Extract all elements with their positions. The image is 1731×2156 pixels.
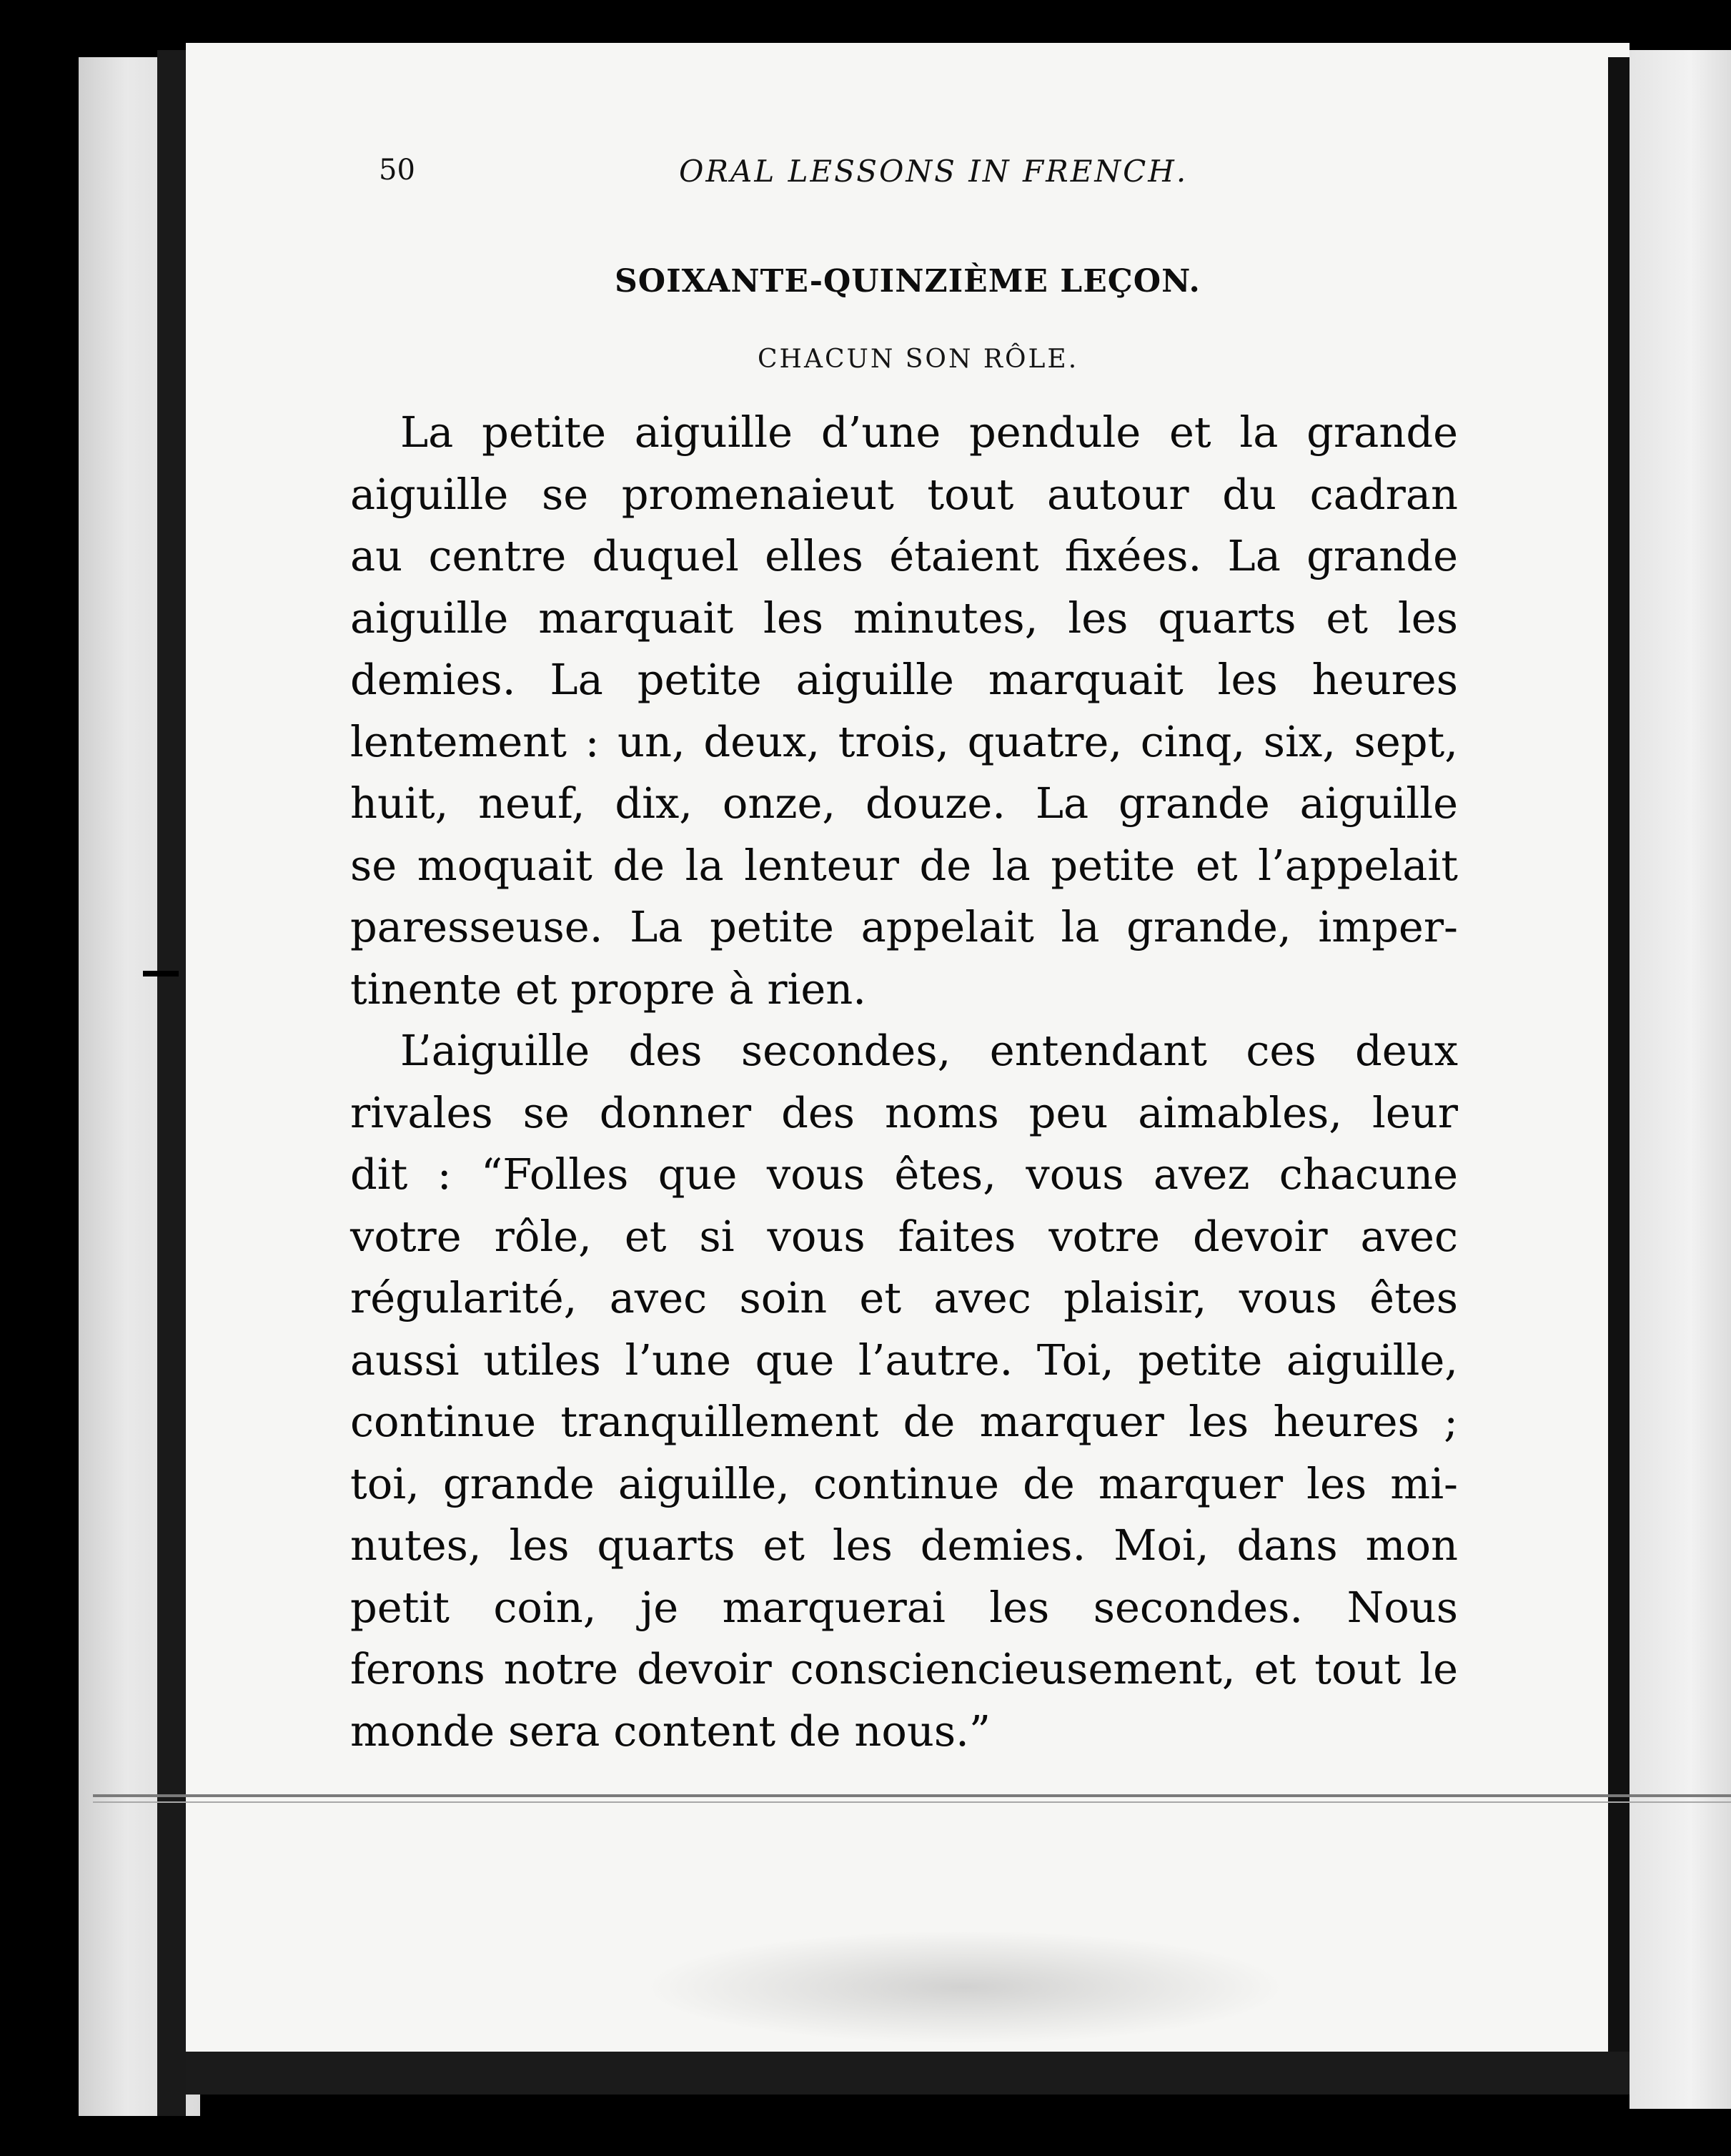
text-line: se moquait de la lenteur de la petite et l’appelait <box>350 840 1458 890</box>
page-fold-line <box>93 1794 1731 1797</box>
paragraph-2 <box>350 1020 1458 1762</box>
text-line: ferons notre devoir consciencieusement, et tout le <box>350 1644 1458 1693</box>
margin-mark <box>143 971 179 976</box>
lesson-title: SOIXANTE-QUINZIÈME LEÇON. <box>615 263 1201 300</box>
paragraph-1 <box>350 402 1458 1020</box>
text-line: dit : “Folles que vous êtes, vous avez chacune <box>350 1149 1458 1199</box>
text-line: La petite aiguille d’une pendule et la grande <box>400 407 1458 457</box>
text-line: tinente et propre à rien. <box>350 964 867 1014</box>
lesson-subtitle: CHACUN SON RÔLE. <box>758 345 1079 374</box>
text-line: monde sera content de nous.” <box>350 1706 991 1756</box>
text-line: aussi utiles l’une que l’autre. Toi, petite aiguille, <box>350 1335 1458 1385</box>
text-line: demies. La petite aiguille marquait les heures <box>350 655 1458 704</box>
text-line: votre rôle, et si vous faites votre devoir avec <box>350 1211 1458 1261</box>
text-line: huit, neuf, dix, onze, douze. La grande aiguille <box>350 778 1458 828</box>
text-line: aiguille se promenaieut tout autour du cadran <box>350 469 1458 519</box>
binding-shadow <box>157 50 186 2116</box>
ink-smudge <box>643 1930 1286 2044</box>
text-line: rivales se donner des noms peu aimables, leur <box>350 1087 1458 1137</box>
text-line: toi, grande aiguille, continue de marquer les mi- <box>350 1458 1458 1508</box>
bottom-page-shadow <box>186 2052 1630 2095</box>
page-fold-line-secondary <box>93 1801 1731 1803</box>
text-line: nutes, les quarts et les demies. Moi, dans mon <box>350 1520 1458 1570</box>
text-line: paresseuse. La petite appelait la grande, imper- <box>350 902 1458 951</box>
page-header <box>379 154 1394 197</box>
text-line: continue tranquillement de marquer les heures ; <box>350 1397 1458 1446</box>
page-number: 50 <box>379 154 415 187</box>
right-leaf-edge <box>1630 50 1731 2109</box>
text-line: régularité, avec soin et avec plaisir, vous êtes <box>350 1273 1458 1322</box>
text-line: petit coin, je marquerai les secondes. Nous <box>350 1582 1458 1632</box>
body-text <box>350 402 1458 1762</box>
text-line: au centre duquel elles étaient fixées. La grande <box>350 531 1458 580</box>
text-line: L’aiguille des secondes, entendant ces deux <box>400 1026 1458 1075</box>
right-gutter <box>1608 57 1630 2095</box>
running-head: ORAL LESSONS IN FRENCH. <box>679 154 1189 189</box>
text-line: lentement : un, deux, trois, quatre, cinq, six, sept, <box>350 716 1458 766</box>
text-line: aiguille marquait les minutes, les quarts et les <box>350 593 1458 643</box>
